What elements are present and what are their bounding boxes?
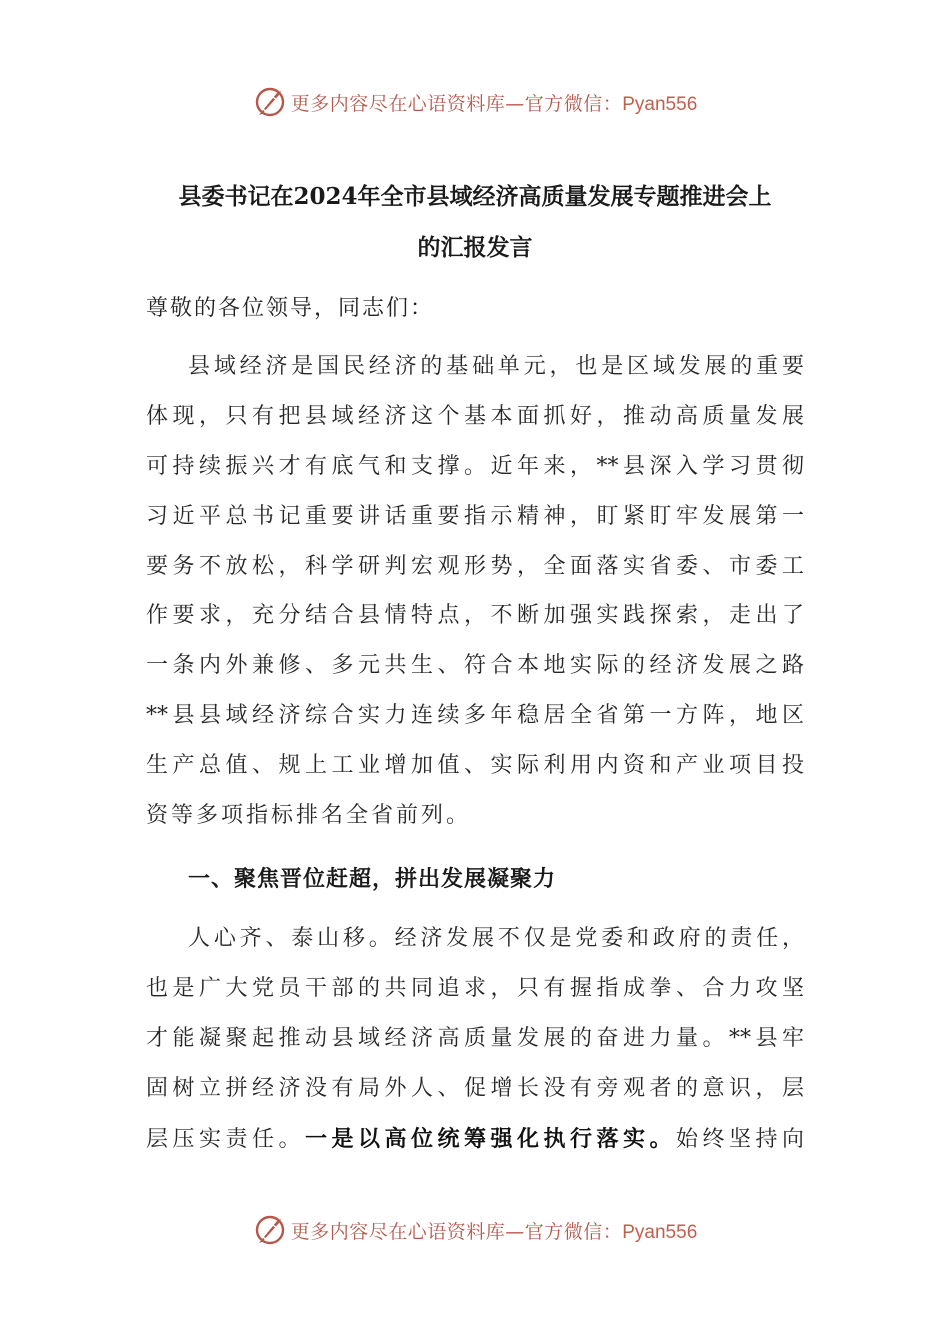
- watermark-label: 官方微信：: [524, 1220, 623, 1243]
- paragraph-text: 始终坚持向: [675, 1127, 804, 1152]
- paragraph-line: 也是广大党员干部的共同追求，只有握指成拳、合力攻坚: [146, 976, 804, 1001]
- paragraph-text: 层压实责任。: [146, 1127, 305, 1152]
- paragraph-line: 习近平总书记重要讲话重要指示精神，盯紧盯牢发展第一: [146, 504, 804, 529]
- paragraph-line: 人心齐、泰山移。经济发展不仅是党委和政府的责任，: [188, 926, 804, 951]
- paragraph-line: 生产总值、规上工业增加值、实际利用内资和产业项目投: [146, 753, 804, 778]
- paragraph-line: 固树立拼经济没有局外人、促增长没有旁观者的意识，层: [146, 1076, 804, 1101]
- watermark-banner-bottom: [0, 1210, 950, 1250]
- paragraph-line: 资等多项指标排名全省前列。: [146, 803, 472, 828]
- paragraph-line: 要务不放松，科学研判宏观形势，全面落实省委、市委工: [146, 554, 804, 579]
- watermark-dash: —: [505, 1220, 525, 1243]
- document-title-line-2: 的汇报发言: [417, 234, 533, 261]
- bold-emphasis: 一是以高位统筹强化执行落实。: [305, 1126, 676, 1152]
- paragraph-line: 才能凝聚起推动县域经济高质量发展的奋进力量。**县牢: [146, 1026, 804, 1051]
- salutation: 尊敬的各位领导，同志们：: [146, 296, 435, 321]
- quill-logo-icon: [253, 1213, 287, 1247]
- paragraph-line: 县域经济是国民经济的基础单元，也是区域发展的重要: [188, 354, 804, 379]
- watermark-slogan: 更多内容尽在心语资料库: [290, 1220, 506, 1243]
- watermark-text: [291, 1217, 698, 1244]
- watermark-text: [291, 89, 698, 116]
- watermark-label: 官方微信：: [524, 92, 623, 115]
- watermark-dash: —: [505, 92, 525, 115]
- paragraph-line: 体现，只有把县域经济这个基本面抓好，推动高质量发展: [146, 404, 804, 429]
- section-heading-1: 一、聚焦晋位赶超，拼出发展凝聚力: [188, 866, 557, 892]
- document-title-line-1: 县委书记在2024年全市县域经济高质量发展专题推进会上: [178, 183, 772, 210]
- quill-logo-icon: [253, 85, 287, 119]
- watermark-wechat-id: Pyan556: [622, 93, 698, 115]
- paragraph-line: 可持续振兴才有底气和支撑。近年来，**县深入学习贯彻: [146, 454, 804, 479]
- paragraph-line: **县县域经济综合实力连续多年稳居全省第一方阵，地区: [146, 703, 804, 728]
- paragraph-line: 作要求，充分结合县情特点，不断加强实践探索，走出了: [146, 603, 804, 628]
- paragraph-line: 一条内外兼修、多元共生、符合本地实际的经济发展之路: [146, 653, 804, 678]
- watermark-banner-top: [0, 82, 950, 122]
- paragraph-line: [146, 1124, 804, 1154]
- watermark-wechat-id: Pyan556: [622, 1221, 698, 1243]
- watermark-slogan: 更多内容尽在心语资料库: [290, 92, 506, 115]
